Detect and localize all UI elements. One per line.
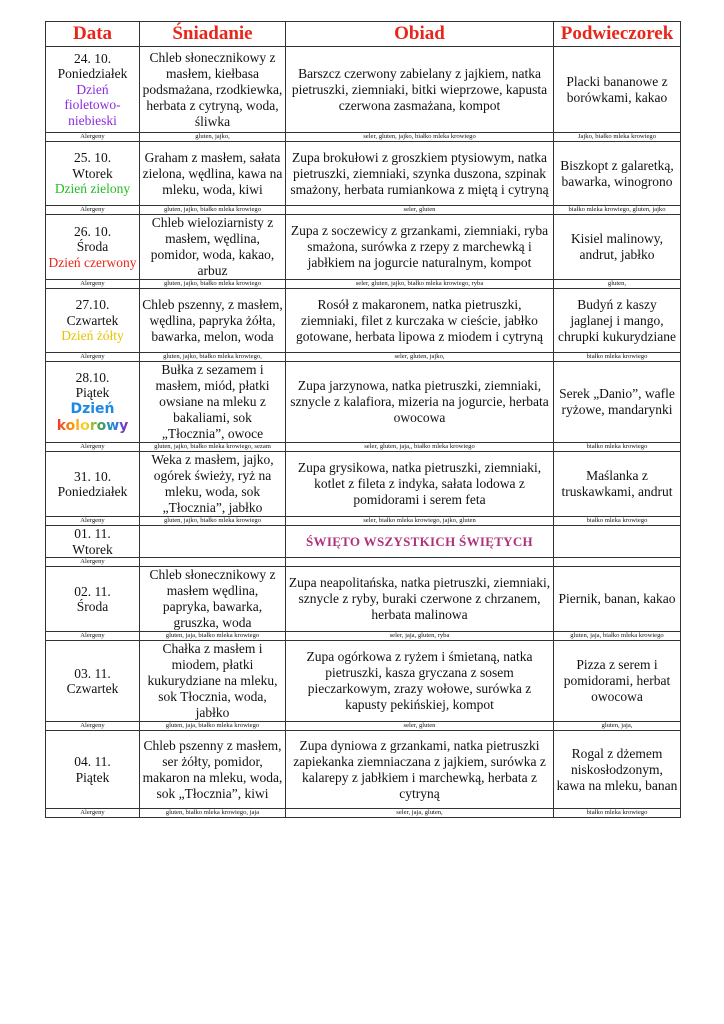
allergen-snack	[554, 558, 681, 567]
day-date: 31. 10.	[73, 468, 112, 484]
meal-snack: Serek „Danio”, wafle ryżowe, mandarynki	[554, 362, 681, 443]
allergen-label: Alergeny	[46, 722, 140, 731]
allergen-breakfast: gluten, jajko, białko mleka krowiego	[140, 206, 286, 215]
holiday-label: ŚWIĘTO WSZYSTKICH ŚWIĘTYCH	[286, 526, 554, 558]
day-weekday: Wtorek	[72, 541, 113, 557]
empty-cell	[554, 526, 681, 558]
empty-cell	[140, 526, 286, 558]
day-date: 26. 10.	[73, 223, 112, 239]
day-theme: Dzień żółty	[61, 328, 124, 344]
day-date: 04. 11.	[74, 754, 111, 769]
allergen-lunch: seler, gluten	[286, 722, 554, 731]
allergen-label: Alergeny	[46, 353, 140, 362]
meal-breakfast: Chleb pszenny z masłem, ser żółty, pomidor, makaron na mleku, woda, sok „Tłocznia”, kiwi	[140, 731, 286, 809]
meal-breakfast: Bułka z sezamem i masłem, miód, płatki owsiane na mleku z bakaliami, sok „Tłocznia”, owoce	[140, 362, 286, 443]
day-theme-colorful	[48, 401, 137, 435]
day-weekday: Czwartek	[66, 681, 119, 696]
allergen-snack: gluten, jaja, białko mleka krowiego	[554, 632, 681, 641]
allergen-label: Alergeny	[46, 809, 140, 818]
header-data: Data	[46, 22, 140, 47]
meal-lunch: Zupa brokułowi z groszkiem ptysiowym, natka pietruszki, ziemniaki, szynka duszona, szpinak smażony, herbata rumiankowa z miętą i cytryną	[286, 142, 554, 206]
menu-table	[45, 21, 681, 818]
allergen-lunch: seler, gluten, jajko, białko mleka krowiego, ryba	[286, 280, 554, 289]
allergen-label: Alergeny	[46, 558, 140, 567]
meal-breakfast: Graham z masłem, sałata zielona, wędlina, kawa na mleku, woda, kiwi	[140, 142, 286, 206]
allergen-label: Alergeny	[46, 517, 140, 526]
day-row	[46, 289, 681, 353]
allergen-row	[46, 133, 681, 142]
day-row	[46, 731, 681, 809]
day-cell	[46, 452, 140, 517]
allergen-lunch: seler, jaja, gluten, ryba	[286, 632, 554, 641]
day-cell	[46, 731, 140, 809]
meal-lunch: Zupa jarzynowa, natka pietruszki, ziemniaki, sznycle z kalafiora, mizeria na jogurcie, herbata owocowa	[286, 362, 554, 443]
allergen-row	[46, 280, 681, 289]
meal-snack: Rogal z dżemem niskosłodzonym, kawa na mleku, banan	[554, 731, 681, 809]
allergen-snack: Jajko, białko mleka krowiego	[554, 133, 681, 142]
allergen-snack: białko mleka krowiego, gluten, jajko	[554, 206, 681, 215]
allergen-breakfast: gluten, jajko,	[140, 133, 286, 142]
day-row	[46, 526, 681, 558]
day-theme: Dzień zielony	[54, 181, 131, 197]
day-weekday: Środa	[76, 239, 109, 255]
allergen-breakfast: gluten, jajko, białko mleka krowiego	[140, 280, 286, 289]
meal-lunch: Zupa dyniowa z grzankami, natka pietruszki zapiekanka ziemniaczana z jajkiem, surówka z kalarepy z jabłkiem i marchewką, herbata z cytryną	[286, 731, 554, 809]
meal-lunch: Zupa grysikowa, natka pietruszki, ziemniaki, kotlet z fileta z indyka, sałata lodowa z pomidorami i serem feta	[286, 452, 554, 517]
day-row	[46, 47, 681, 133]
allergen-snack: gluten, jaja,	[554, 722, 681, 731]
day-row	[46, 567, 681, 632]
allergen-breakfast	[140, 558, 286, 567]
theme-word-2: kolorowy	[56, 417, 129, 434]
header-lunch: Obiad	[286, 22, 554, 47]
allergen-breakfast: gluten, jajko, białko mleka krowiego	[140, 517, 286, 526]
day-date: 28.10.	[75, 369, 110, 385]
day-cell	[46, 215, 140, 280]
allergen-lunch: seler, gluten	[286, 206, 554, 215]
allergen-label: Alergeny	[46, 443, 140, 452]
day-weekday: Czwartek	[66, 312, 119, 328]
allergen-row	[46, 353, 681, 362]
meal-lunch: Zupa z soczewicy z grzankami, ziemniaki, ryba smażona, surówka z rzepy z marchewką i jabłkiem na jogurcie naturalnym, kompot	[286, 215, 554, 280]
day-date: 01. 11.	[74, 526, 111, 541]
day-weekday: Wtorek	[72, 165, 113, 181]
allergen-lunch	[286, 558, 554, 567]
day-cell	[46, 641, 140, 722]
allergen-row	[46, 632, 681, 641]
day-row	[46, 452, 681, 517]
allergen-lunch: seler, gluten, jajko, białko mleka krowiego	[286, 133, 554, 142]
allergen-breakfast: gluten, jaja, białko mleka krowiego	[140, 632, 286, 641]
meal-lunch: Rosół z makaronem, natka pietruszki, ziemniaki, filet z kurczaka w cieście, jabłko gotowane, herbata lipowa z miodem i cytryną	[286, 289, 554, 353]
header-snack: Podwieczorek	[554, 22, 681, 47]
allergen-label: Alergeny	[46, 133, 140, 142]
allergen-row	[46, 809, 681, 818]
day-row	[46, 362, 681, 443]
day-theme: Dzień czerwony	[48, 254, 137, 270]
header-row	[46, 22, 681, 47]
day-weekday: Środa	[76, 599, 109, 614]
day-row	[46, 142, 681, 206]
day-date: 25. 10.	[73, 150, 112, 166]
meal-breakfast: Weka z masłem, jajko, ogórek świeży, ryż na mleku, woda, sok „Tłocznia”, jabłko	[140, 452, 286, 517]
day-theme: Dzień fioletowo-niebieski	[64, 81, 121, 128]
meal-breakfast: Chleb pszenny, z masłem, wędlina, papryka żółta, bawarka, melon, woda	[140, 289, 286, 353]
meal-breakfast: Chleb słonecznikowy z masłem wędlina, papryka, bawarka, gruszka, woda	[140, 567, 286, 632]
header-breakfast: Śniadanie	[140, 22, 286, 47]
day-cell	[46, 526, 140, 558]
day-row	[46, 641, 681, 722]
meal-lunch: Barszcz czerwony zabielany z jajkiem, natka pietruszki, ziemniaki, bitki wieprzowe, kapusta czerwona zasmażana, kompot	[286, 47, 554, 133]
menu-rows	[46, 47, 681, 818]
allergen-snack: białko mleka krowiego	[554, 809, 681, 818]
allergen-breakfast: gluten, jajko, białko mleka krowiego,	[140, 353, 286, 362]
allergen-lunch: seler, białko mleka krowiego, jajko, gluten	[286, 517, 554, 526]
day-cell	[46, 289, 140, 353]
allergen-snack: białko mleka krowiego	[554, 353, 681, 362]
meal-breakfast: Chałka z masłem i miodem, płatki kukurydziane na mleku, sok Tłocznia, woda, jabłko	[140, 641, 286, 722]
allergen-row	[46, 443, 681, 452]
day-row	[46, 215, 681, 280]
allergen-label: Alergeny	[46, 280, 140, 289]
day-date: 27.10.	[75, 297, 110, 313]
meal-snack: Piernik, banan, kakao	[554, 567, 681, 632]
allergen-label: Alergeny	[46, 632, 140, 641]
meal-breakfast: Chleb wieloziarnisty z masłem, wędlina, pomidor, woda, kakao, arbuz	[140, 215, 286, 280]
day-date: 03. 11.	[74, 665, 111, 681]
day-weekday: Piątek	[75, 769, 110, 785]
theme-word-1: Dzień	[70, 400, 115, 417]
allergen-breakfast: gluten, jajko, białko mleka krowiego, sezam	[140, 443, 286, 452]
day-date: 24. 10.	[73, 50, 112, 66]
day-weekday: Piątek	[75, 385, 110, 400]
meal-snack: Kisiel malinowy, andrut, jabłko	[554, 215, 681, 280]
meal-snack: Budyń z kaszy jaglanej i mango, chrupki kukurydziane	[554, 289, 681, 353]
day-date: 02. 11.	[74, 583, 111, 599]
allergen-lunch: seler, gluten, jajko,	[286, 353, 554, 362]
meal-lunch: Zupa neapolitańska, natka pietruszki, ziemniaki, sznycle z ryby, buraki czerwone z chrzanem, herbata malinowa	[286, 567, 554, 632]
meal-lunch: Zupa ogórkowa z ryżem i śmietaną, natka pietruszki, kasza gryczana z sosem pieczarkowym, zrazy wołowe, surówka z kapusty pekińskiej, kompot	[286, 641, 554, 722]
day-cell	[46, 142, 140, 206]
day-weekday: Poniedziałek	[57, 484, 128, 499]
day-cell	[46, 362, 140, 443]
allergen-label: Alergeny	[46, 206, 140, 215]
meal-snack: Biszkopt z galaretką, bawarka, winogrono	[554, 142, 681, 206]
meal-breakfast: Chleb słonecznikowy z masłem, kiełbasa podsmażana, rzodkiewka, herbata z cytryną, woda, śliwka	[140, 47, 286, 133]
allergen-snack: białko mleka krowiego	[554, 517, 681, 526]
day-weekday: Poniedziałek	[57, 66, 128, 82]
allergen-snack: gluten,	[554, 280, 681, 289]
day-cell	[46, 47, 140, 133]
allergen-row	[46, 517, 681, 526]
allergen-lunch: seler, jaja, gluten,	[286, 809, 554, 818]
allergen-row	[46, 722, 681, 731]
meal-snack: Placki bananowe z borówkami, kakao	[554, 47, 681, 133]
allergen-breakfast: gluten, jaja, białko mleka krowiego	[140, 722, 286, 731]
meal-snack: Pizza z serem i pomidorami, herbat owocowa	[554, 641, 681, 722]
meal-snack: Maślanka z truskawkami, andrut	[554, 452, 681, 517]
allergen-snack: białko mleka krowiego	[554, 443, 681, 452]
allergen-breakfast: gluten, białko mleka krowiego, jaja	[140, 809, 286, 818]
allergen-lunch: seler, gluten, jaja,, białko mleka krowiego	[286, 443, 554, 452]
allergen-row	[46, 206, 681, 215]
day-cell	[46, 567, 140, 632]
allergen-row	[46, 558, 681, 567]
